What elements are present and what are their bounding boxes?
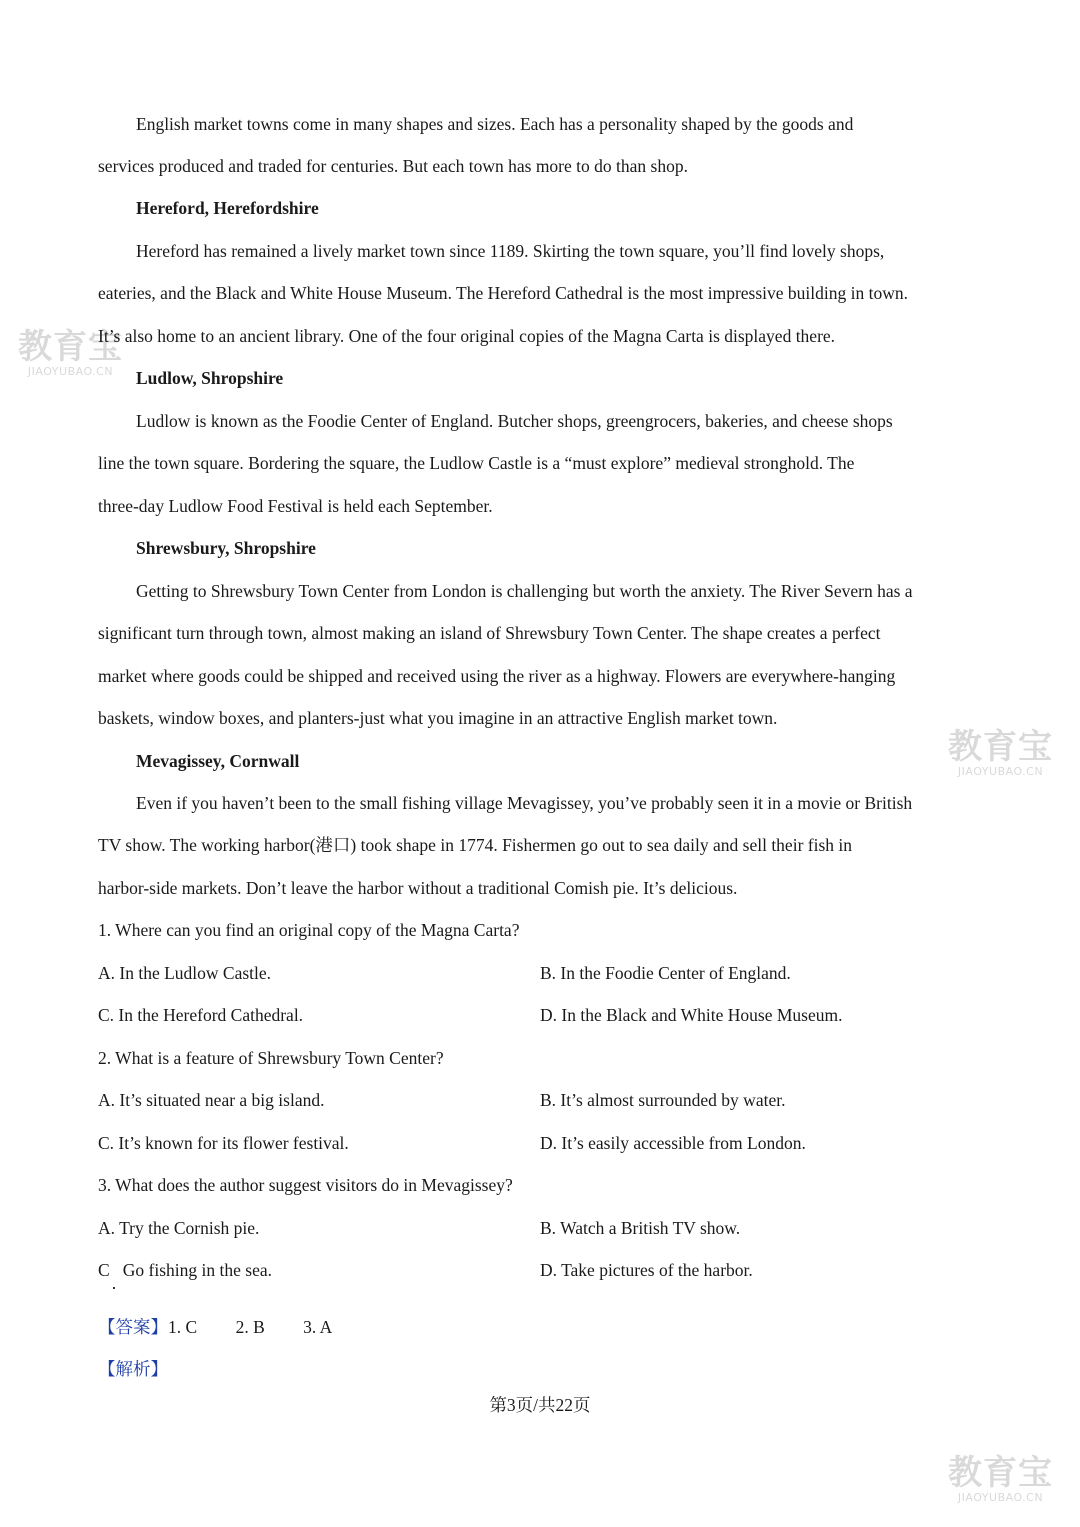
- ludlow-line-3: three-day Ludlow Food Festival is held each September.: [98, 496, 493, 516]
- hereford-line-1: Hereford has remained a lively market town since 1189. Skirting the town square, you’ll find lovely shops,: [136, 241, 885, 261]
- analysis-label: 【解析】: [98, 1359, 168, 1379]
- q2-option-a: A. It’s situated near a big island.: [98, 1090, 325, 1110]
- section-heading-hereford: Hereford, Herefordshire: [136, 198, 319, 218]
- ludlow-line-1: Ludlow is known as the Foodie Center of England. Butcher shops, greengrocers, bakeries, and cheese shops: [136, 411, 893, 431]
- q1-option-c: C. In the Hereford Cathedral.: [98, 1005, 304, 1025]
- intro-line-2: services produced and traded for centuries. But each town has more to do than shop.: [98, 156, 688, 176]
- stray-dot: [113, 1287, 115, 1289]
- q3-option-c: C Go fishing in the sea.: [98, 1260, 273, 1280]
- shrewsbury-line-4: baskets, window boxes, and planters-just what you imagine in an attractive English market town.: [98, 708, 778, 728]
- q2-option-b: B. It’s almost surrounded by water.: [540, 1090, 786, 1110]
- q3-option-d: D. Take pictures of the harbor.: [540, 1260, 753, 1280]
- q3-option-b: B. Watch a British TV show.: [540, 1218, 741, 1238]
- watermark-logo: 教育宝 JIAOYUBAO.CN: [948, 727, 1053, 778]
- mevagissey-line-2: TV show. The working harbor(港口) took shape in 1774. Fishermen go out to sea daily and sell their fish in: [98, 835, 853, 855]
- mevagissey-line-1: Even if you haven’t been to the small fishing village Mevagissey, you’ve probably seen it in a movie or British: [136, 793, 913, 813]
- answer-label: 【答案】: [98, 1317, 168, 1337]
- intro-line-1: English market towns come in many shapes and sizes. Each has a personality shaped by the goods and: [136, 114, 854, 134]
- section-heading-shrewsbury: Shrewsbury, Shropshire: [136, 538, 316, 558]
- watermark-logo: 教育宝 JIAOYUBAO.CN: [948, 1453, 1053, 1504]
- ludlow-line-2: line the town square. Bordering the square, the Ludlow Castle is a “must explore” medieval stronghold. The: [98, 453, 855, 473]
- section-heading-ludlow: Ludlow, Shropshire: [136, 368, 284, 388]
- question-3: 3. What does the author suggest visitors do in Mevagissey?: [98, 1175, 513, 1195]
- shrewsbury-line-2: significant turn through town, almost making an island of Shrewsbury Town Center. The shape creates a perfect: [98, 623, 881, 643]
- q1-option-d: D. In the Black and White House Museum.: [540, 1005, 843, 1025]
- q2-option-c: C. It’s known for its flower festival.: [98, 1133, 349, 1153]
- shrewsbury-line-3: market where goods could be shipped and received using the river as a highway. Flowers are everywhere-hanging: [98, 666, 896, 686]
- hereford-line-3: It’s also home to an ancient library. One of the four original copies of the Magna Carta is displayed there.: [98, 326, 836, 346]
- answer-1: 1. C: [168, 1317, 198, 1337]
- q3-option-a: A. Try the Cornish pie.: [98, 1218, 260, 1238]
- question-2: 2. What is a feature of Shrewsbury Town Center?: [98, 1048, 444, 1068]
- answer-3: 3. A: [303, 1317, 333, 1337]
- section-heading-mevagissey: Mevagissey, Cornwall: [136, 751, 300, 771]
- shrewsbury-line-1: Getting to Shrewsbury Town Center from London is challenging but worth the anxiety. The River Severn has a: [136, 581, 913, 601]
- answer-line: [98, 1315, 332, 1339]
- page-number: 第3页/共22页: [489, 1395, 591, 1415]
- q1-option-a: A. In the Ludlow Castle.: [98, 963, 272, 983]
- q2-option-d: D. It’s easily accessible from London.: [540, 1133, 806, 1153]
- hereford-line-2: eateries, and the Black and White House Museum. The Hereford Cathedral is the most impressive building in town.: [98, 283, 908, 303]
- question-1: 1. Where can you find an original copy of the Magna Carta?: [98, 920, 520, 940]
- q1-option-b: B. In the Foodie Center of England.: [540, 963, 791, 983]
- answer-2: 2. B: [235, 1317, 265, 1337]
- watermark-logo: 教育宝 JIAOYUBAO.CN: [18, 327, 123, 378]
- mevagissey-line-3: harbor-side markets. Don’t leave the harbor without a traditional Comish pie. It’s delicious.: [98, 878, 738, 898]
